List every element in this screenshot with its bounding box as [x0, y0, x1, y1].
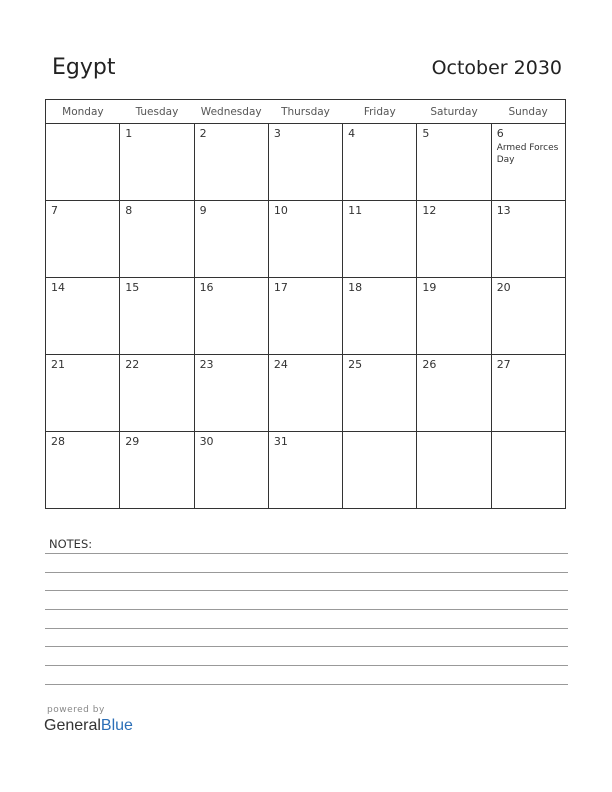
day-cell: [268, 201, 342, 278]
day-cell: [194, 124, 268, 201]
day-number: 31: [273, 435, 288, 448]
day-cell: [268, 355, 342, 432]
day-cell: [46, 355, 120, 432]
day-number: 3: [273, 127, 281, 140]
calendar-grid: [45, 99, 566, 509]
day-number: 11: [348, 204, 363, 217]
powered-by-text: powered by: [47, 705, 105, 715]
note-line: [45, 590, 568, 591]
day-cell: [417, 124, 491, 201]
day-cell: [417, 201, 491, 278]
month-year-title: October 2030: [431, 57, 562, 79]
day-number: 23: [199, 358, 214, 371]
day-cell: [417, 278, 491, 355]
day-number: 9: [199, 204, 207, 217]
day-number: 13: [496, 204, 511, 217]
day-number: 30: [199, 435, 214, 448]
day-number: [343, 432, 416, 435]
day-cell: [46, 278, 120, 355]
day-cell: [343, 278, 417, 355]
brand-blue: Blue: [100, 717, 133, 734]
day-number: 1: [125, 127, 133, 140]
note-line: [45, 646, 568, 647]
day-number: [492, 432, 565, 435]
day-number: 21: [51, 358, 65, 371]
day-cell: [491, 432, 565, 509]
day-cell: [194, 201, 268, 278]
note-line: [45, 665, 568, 666]
day-cell: [491, 124, 565, 201]
day-cell: [120, 278, 194, 355]
weekday-friday: Friday: [343, 100, 417, 124]
day-number: 17: [273, 281, 288, 294]
day-number: 25: [348, 358, 363, 371]
day-number: 2: [199, 127, 207, 140]
weekday-wednesday: Wednesday: [194, 100, 268, 124]
weekday-thursday: Thursday: [268, 100, 342, 124]
day-cell: [46, 124, 120, 201]
day-number: [417, 432, 490, 435]
day-number: 12: [422, 204, 437, 217]
day-number: 7: [51, 204, 58, 217]
day-cell: [46, 432, 120, 509]
week-row: [46, 201, 566, 278]
notes-label: NOTES:: [49, 537, 93, 551]
day-cell: [417, 355, 491, 432]
day-number: 14: [51, 281, 65, 294]
day-number: 10: [273, 204, 288, 217]
country-title: Egypt: [52, 55, 116, 80]
day-cell: [417, 432, 491, 509]
weekday-sunday: Sunday: [491, 100, 565, 124]
week-row: [46, 124, 566, 201]
day-number: [46, 124, 119, 127]
day-number: 27: [496, 358, 511, 371]
day-cell: [120, 355, 194, 432]
day-number: 26: [422, 358, 437, 371]
week-row: [46, 432, 566, 509]
day-cell: [46, 201, 120, 278]
weekday-monday: Monday: [46, 100, 120, 124]
day-number: 18: [348, 281, 363, 294]
note-line: [45, 609, 568, 610]
day-number: 19: [422, 281, 437, 294]
note-line: [45, 553, 568, 554]
generalblue-logo: [44, 717, 133, 735]
day-cell: [268, 124, 342, 201]
day-cell: [120, 124, 194, 201]
day-number: 22: [125, 358, 140, 371]
day-cell: [343, 124, 417, 201]
day-cell: [194, 432, 268, 509]
day-number: 24: [273, 358, 288, 371]
note-line: [45, 628, 568, 629]
day-number: 29: [125, 435, 140, 448]
note-line: [45, 684, 568, 685]
day-cell: [343, 432, 417, 509]
day-cell: [268, 278, 342, 355]
brand-general: General: [44, 717, 101, 734]
day-cell: [491, 201, 565, 278]
day-number: 8: [125, 204, 133, 217]
holiday-label: Armed Forces Day: [496, 143, 559, 165]
day-number: 15: [125, 281, 140, 294]
day-cell: [343, 201, 417, 278]
day-cell: [194, 278, 268, 355]
note-line: [45, 572, 568, 573]
weekday-tuesday: Tuesday: [120, 100, 194, 124]
day-cell: [194, 355, 268, 432]
weekday-header-row: [46, 100, 566, 124]
day-cell: [343, 355, 417, 432]
day-cell: [268, 432, 342, 509]
week-row: [46, 278, 566, 355]
day-cell: [120, 432, 194, 509]
week-row: [46, 355, 566, 432]
day-cell: [491, 355, 565, 432]
weekday-saturday: Saturday: [417, 100, 491, 124]
day-number: 20: [496, 281, 511, 294]
day-number: 4: [348, 127, 356, 140]
day-cell: [120, 201, 194, 278]
day-number: 6: [496, 127, 504, 140]
day-number: 5: [422, 127, 430, 140]
day-cell: [491, 278, 565, 355]
day-number: 16: [199, 281, 214, 294]
day-number: 28: [51, 435, 65, 448]
